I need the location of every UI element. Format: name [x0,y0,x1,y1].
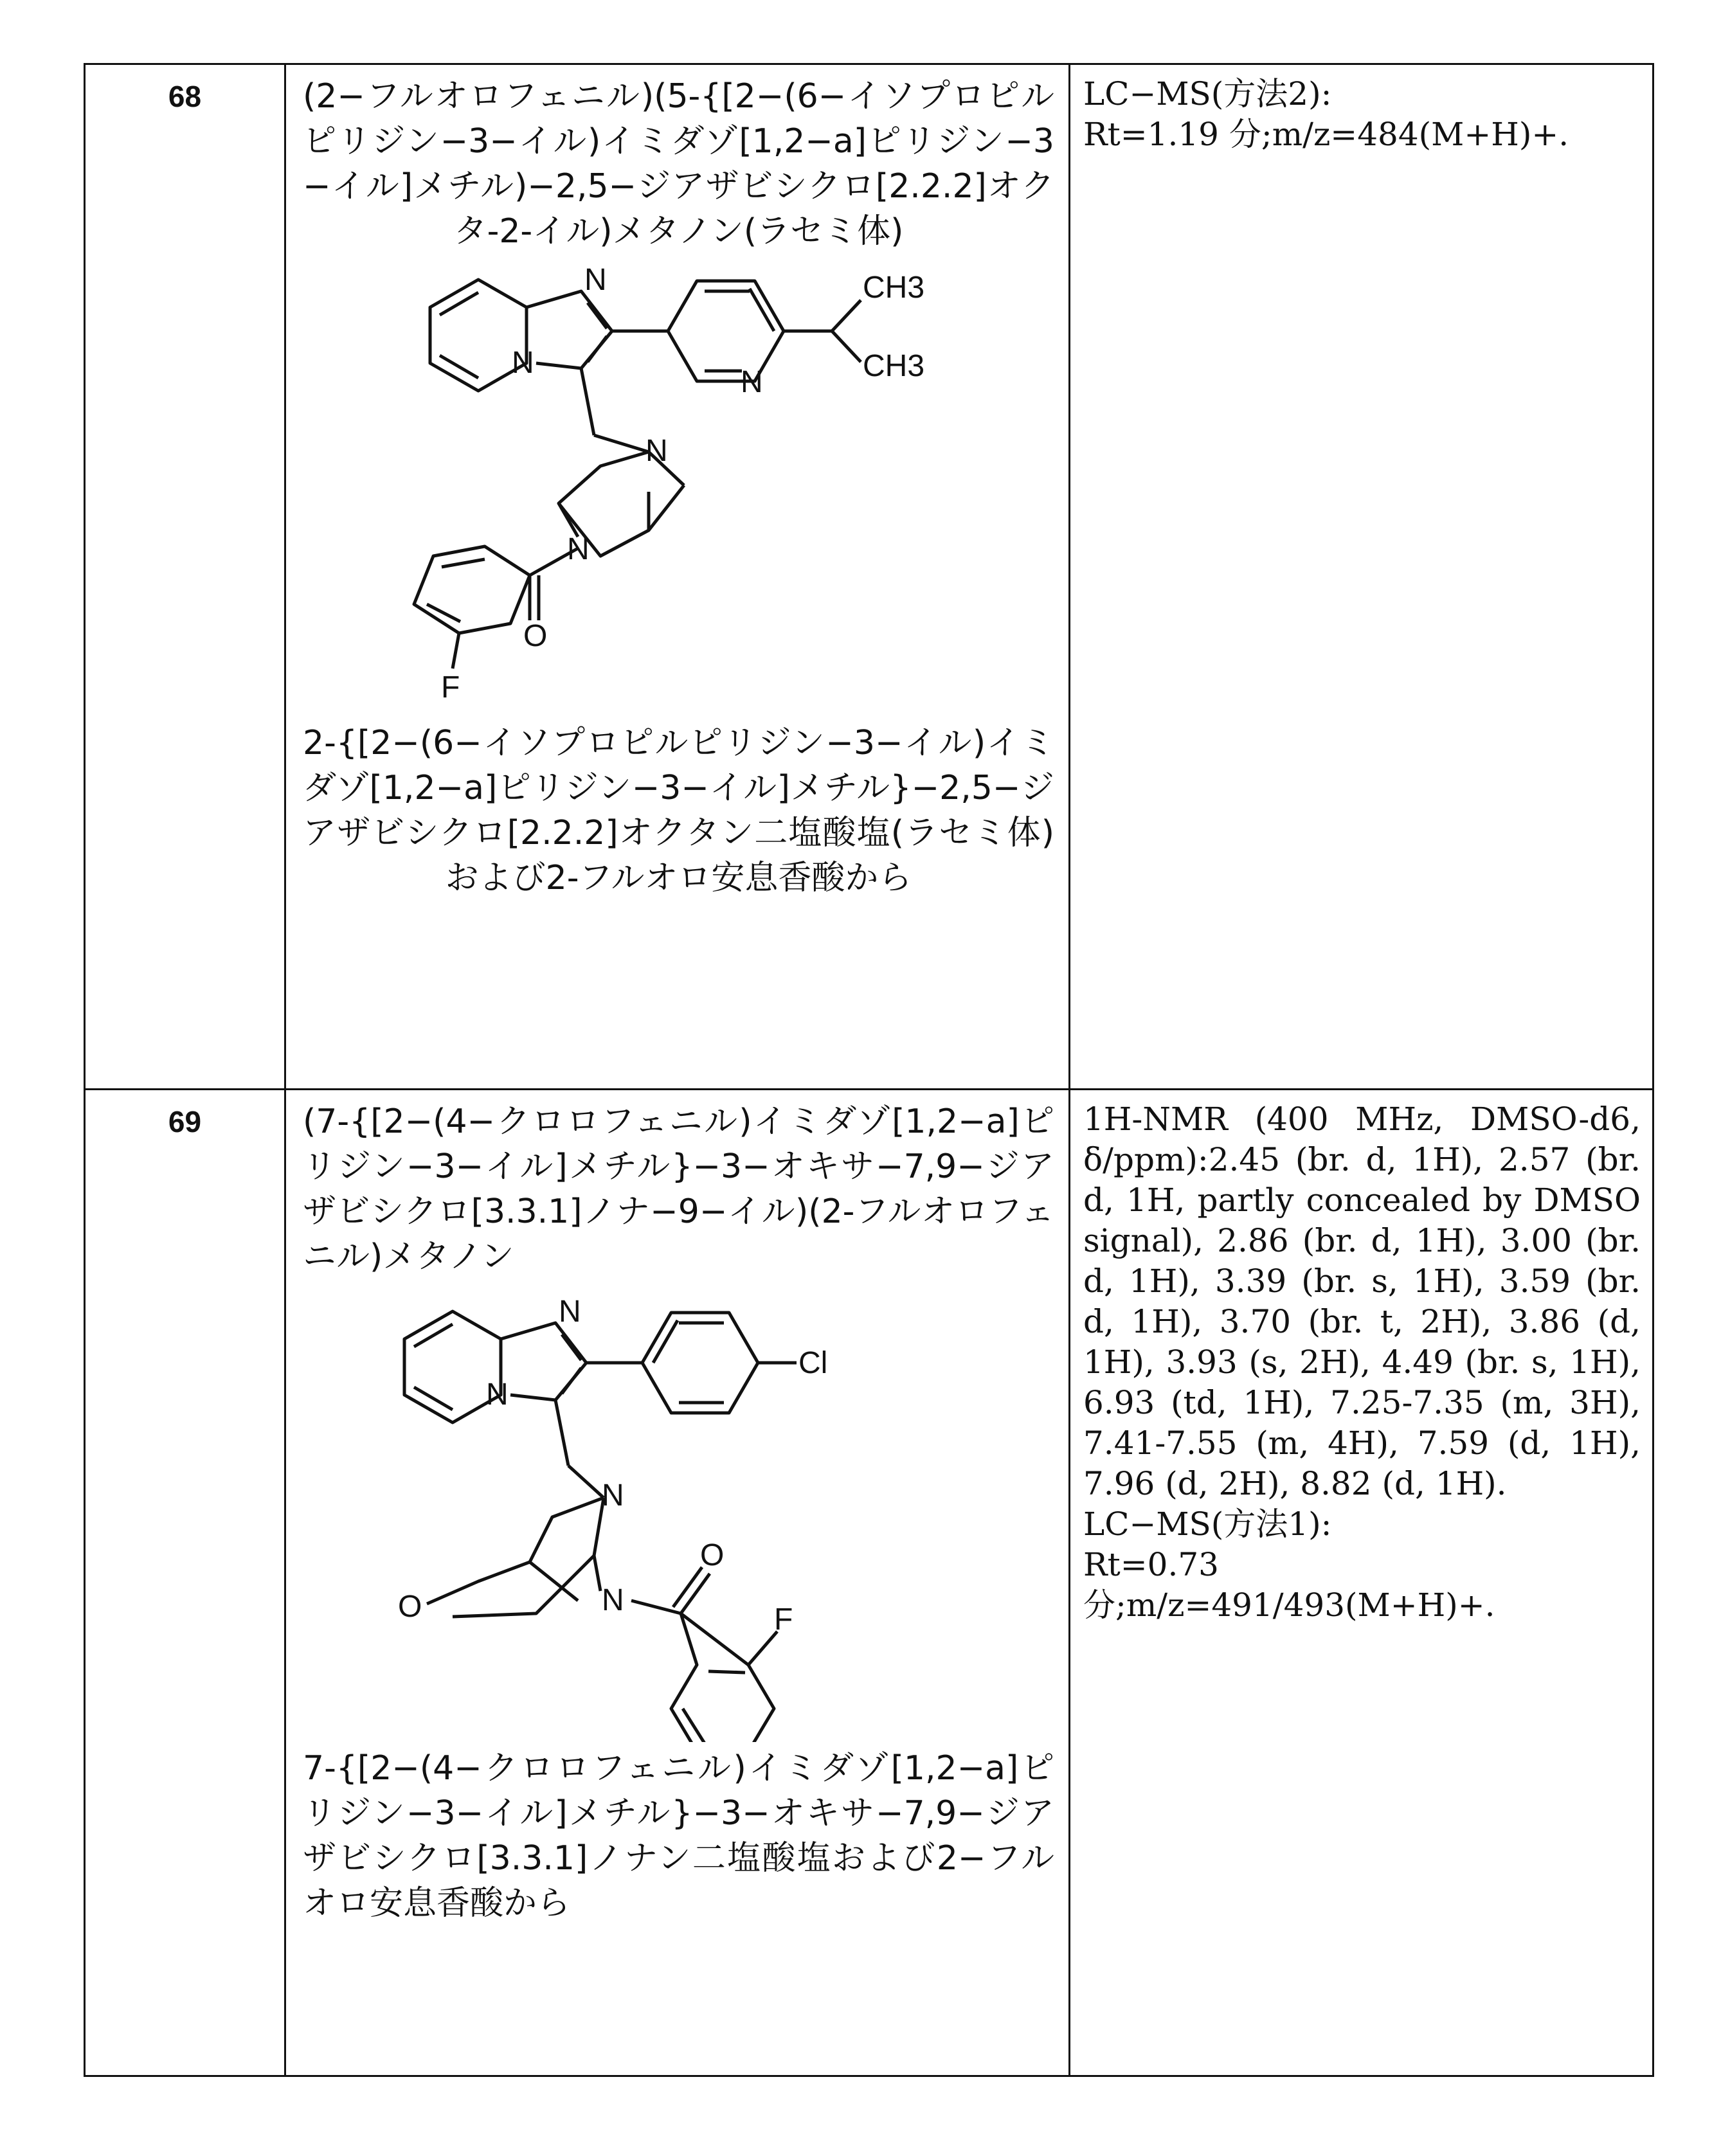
atom-label: N [566,532,590,566]
double-bond [683,1709,705,1742]
compound-cell [285,64,1070,1090]
table-row [85,1090,1653,2076]
double-bond [653,1320,678,1363]
double-bond [442,559,485,567]
table-row [85,64,1653,1090]
product-name: (7-{[2−(4−クロロフェニル)イミダゾ[1,2−a]ピリジン−3−イル]メチル}−3−オキサ−7,9−ジアザビシクロ[3.3.1]ノナ−9−イル)(2-フルオロフェニル)メタノン [303,1102,1054,1276]
atom-label: N [584,263,607,297]
compound-cell [285,1090,1070,2076]
atom-label: N [511,346,534,380]
example-number-cell [85,1090,285,2076]
nmr-data: 1H-NMR (400 MHz, DMSO-d6, δ/ppm):2.45 (br. d, 1H), 2.57 (br. d, 1H, partly concealed by DMSO signal), 2.86 (br. d, 1H), 3.00 (br. d, 1H), 3.39 (br. s, 1H), 3.59 (br. d, 1H), 3.70 (br. t, 2H), 3.86 (d, 1H), 3.93 (s, 2H), 4.49 (br. s, 1H), 6.93 (td, 1H), 7.25-7.35 (m, 3H), 7.41-7.55 (m, 4H), 7.59 (d, 1H), 7.96 (d, 2H), 8.82 (d, 1H). [1083,1100,1641,1502]
atom-label: O [699,1538,724,1572]
double-bond [708,1671,745,1673]
starting-materials: 7-{[2−(4−クロロフェニル)イミダゾ[1,2−a]ピリジン−3−イル]メチル}−3−オキサ−7,9−ジアザビシクロ[3.3.1]ノナン二塩酸塩および2−フルオロ安息香酸から [303,1749,1054,1923]
isopropyl-bond [832,331,861,362]
atom-label: O [523,619,547,653]
lcms-label: LC−MS(方法1): [1083,1505,1332,1543]
double-bond [562,1368,581,1394]
imidazole-ring-bond [501,1323,586,1400]
examples-table [84,63,1654,2077]
double-bond [440,292,478,315]
methylene-bond [594,435,649,452]
atom-label: N [601,1583,624,1617]
carbonyl-bond [681,1574,710,1613]
atom-label: N [558,1295,581,1329]
atom-label: N [485,1378,509,1412]
atom-label: O [397,1590,422,1624]
product-name: (2−フルオロフェニル)(5-{[2−(6−イソプロピルピリジン−3−イル)イミダゾ[1,2−a]ピリジン−3−イル]メチル)−2,5−ジアザビシクロ[2.2.2]オクタ-2-イル)メタノン(ラセミ体) [303,77,1054,251]
isopropyl-bond [832,300,861,331]
atom-label: N [601,1478,624,1513]
atom-label: F [773,1603,793,1637]
starting-materials: 2-{[2−(6−イソプロピルピリジン−3−イル)イミダゾ[1,2−a]ピリジン−3−イル]メチル}−2,5−ジアザビシクロ[2.2.2]オクタン二塩酸塩(ラセミ体)および2-フルオロ安息香酸から [303,724,1054,897]
bicycle-bond [594,1556,600,1591]
bicycle-bond [427,1498,604,1604]
bicycle-bond [649,485,684,530]
double-bond [588,303,607,328]
example-number-cell [85,64,285,1090]
atom-label: CH3 [862,349,924,383]
chlorophenyl-ring-bond [642,1313,758,1413]
atom-label: Cl [798,1346,827,1380]
double-bond [414,1324,453,1347]
atom-label: CH3 [862,271,924,305]
atom-label: N [740,365,763,399]
analytics-cell [1070,1090,1653,2076]
analytics-cell [1070,64,1653,1090]
lcms-label: LC−MS(方法2): [1083,75,1332,112]
fluorine-bond [748,1631,777,1665]
double-bond [562,1334,581,1360]
imidazole-ring-bond [527,291,612,368]
pyridyl-ring-bond [668,281,784,381]
lcms-result: Rt=0.73 分;m/z=491/493(M+H)+. [1083,1546,1495,1624]
fluorine-bond [453,633,459,669]
lcms-result: Rt=1.19 分;m/z=484(M+H)+. [1083,116,1569,153]
carbonyl-bond [673,1567,702,1607]
double-bond [588,336,607,362]
example-number: 68 [168,80,202,113]
methylene-bond [568,1466,604,1498]
fluorophenyl-ring-bond [671,1613,774,1742]
fluorophenyl-ring-bond [414,546,530,633]
double-bond [414,1387,453,1410]
methylene-bond [555,1400,568,1466]
bicycle-bond [453,1498,604,1617]
structure-diagram [324,1279,1031,1742]
methylene-bond [581,368,594,435]
double-bond [440,355,478,378]
example-number: 69 [168,1105,202,1138]
structure-diagram [324,254,1031,717]
atom-label: N [645,434,668,468]
double-bond [427,604,460,622]
atom-label: F [440,670,460,705]
